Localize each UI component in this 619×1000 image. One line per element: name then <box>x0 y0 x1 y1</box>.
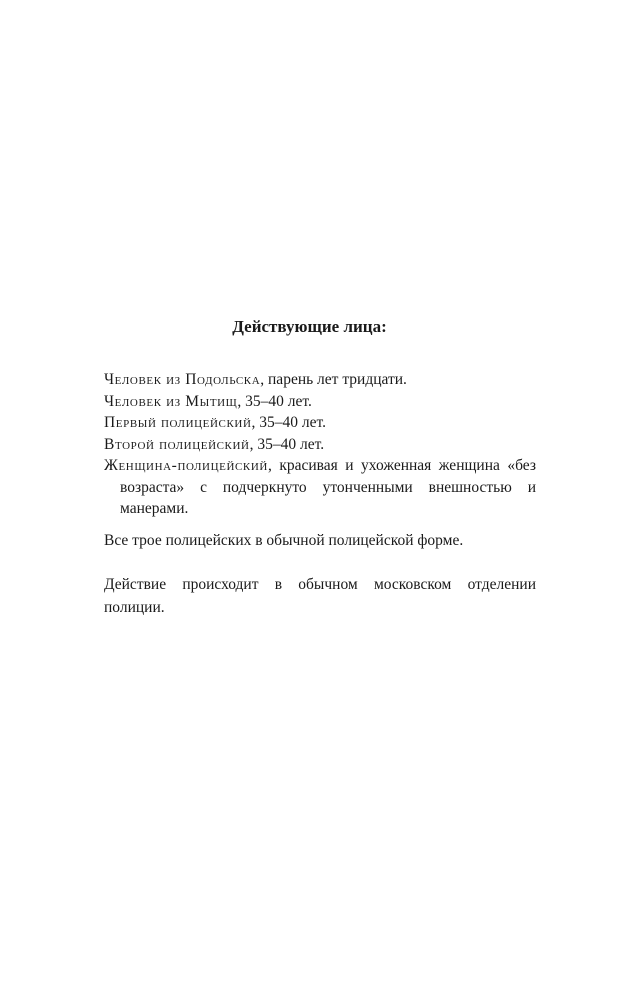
cast-entry <box>104 434 536 456</box>
cast-entry <box>104 412 536 434</box>
cast-entry <box>104 391 536 413</box>
cast-entry <box>104 455 536 520</box>
cast-description: , 35–40 лет. <box>251 414 326 431</box>
cast-name: Человек из Подольска <box>104 371 261 388</box>
cast-name: Первый полицейский <box>104 414 252 431</box>
page-title: Действующие лица: <box>232 317 387 336</box>
cast-list <box>104 369 536 520</box>
cast-description: , красивая и ухоженная женщина «без возраста» с подчеркнуто утонченными внешностью и манерами. <box>120 457 536 517</box>
cast-description: , 35–40 лет. <box>237 392 312 410</box>
cast-entry <box>104 369 536 391</box>
cast-name: Женщина-полицейский <box>104 457 268 474</box>
cast-description: , парень лет тридцати. <box>260 371 407 388</box>
cast-description: , 35–40 лет. <box>249 435 325 453</box>
costume-note: Все трое полицейских в обычной полицейской форме. <box>104 532 464 549</box>
cast-name: Второй полицейский <box>104 435 250 453</box>
cast-name: Человек из Мытищ <box>104 392 238 410</box>
setting-note: Действие происходит в обычном московском отделении полиции. <box>104 576 536 616</box>
